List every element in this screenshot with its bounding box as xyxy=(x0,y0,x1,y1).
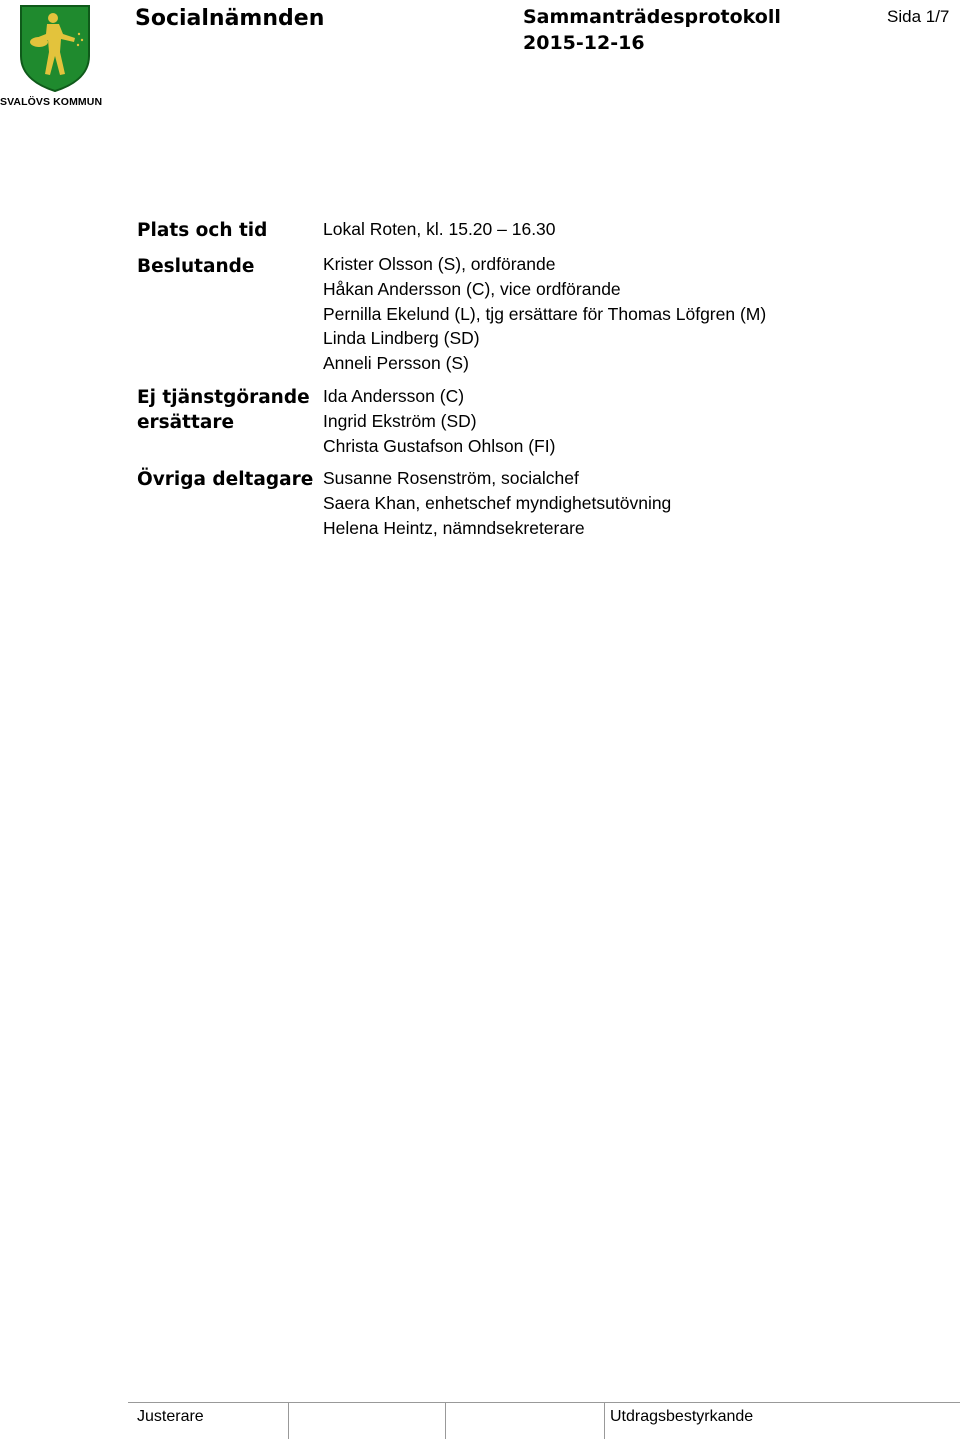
substitutes-values xyxy=(323,384,555,458)
substitute-line: Ida Andersson (C) xyxy=(323,386,465,406)
committee-title: Socialnämnden xyxy=(135,6,325,31)
deciding-label: Beslutande xyxy=(137,256,255,277)
others-label: Övriga deltagare xyxy=(137,469,314,490)
substitute-line: Ingrid Ekström (SD) xyxy=(323,410,477,431)
member-line: Pernilla Ekelund (L), tjg ersättare för Thomas Löfgren (M) xyxy=(323,303,767,324)
document-type: Sammanträdesprotokoll xyxy=(523,6,781,28)
member-line: Håkan Andersson (C), vice ordförande xyxy=(323,278,621,299)
footer-divider xyxy=(128,1402,960,1403)
municipality-name: SVALÖVS KOMMUN xyxy=(0,96,103,108)
footer-cell-divider xyxy=(445,1402,446,1439)
participant-line: Susanne Rosenström, socialchef xyxy=(323,468,579,488)
footer-extract-label: Utdragsbestyrkande xyxy=(610,1408,754,1425)
substitutes-label xyxy=(137,385,310,435)
substitute-line: Christa Gustafson Ohlson (FI) xyxy=(323,435,556,456)
footer-cell-divider xyxy=(288,1402,289,1439)
participant-line: Helena Heintz, nämndsekreterare xyxy=(323,517,585,538)
coat-of-arms-icon xyxy=(19,4,91,92)
footer-adjusters-label: Justerare xyxy=(137,1408,204,1425)
municipality-logo xyxy=(0,4,110,108)
member-line: Linda Lindberg (SD) xyxy=(323,328,480,349)
substitutes-label-line2: ersättare xyxy=(137,412,235,433)
participant-line: Saera Khan, enhetschef myndighetsutövning xyxy=(323,492,672,513)
place-time-values xyxy=(323,217,556,242)
others-values xyxy=(323,466,671,540)
place-time-line: Lokal Roten, kl. 15.20 – 16.30 xyxy=(323,219,556,239)
meeting-date: 2015-12-16 xyxy=(523,32,645,54)
page-number: Sida 1/7 xyxy=(887,7,950,26)
member-line: Krister Olsson (S), ordförande xyxy=(323,254,556,274)
substitutes-label-line1: Ej tjänstgörande xyxy=(137,387,310,408)
deciding-values xyxy=(323,252,766,376)
place-time-label: Plats och tid xyxy=(137,220,268,241)
footer-cell-divider xyxy=(604,1402,605,1439)
member-line: Anneli Persson (S) xyxy=(323,353,469,374)
